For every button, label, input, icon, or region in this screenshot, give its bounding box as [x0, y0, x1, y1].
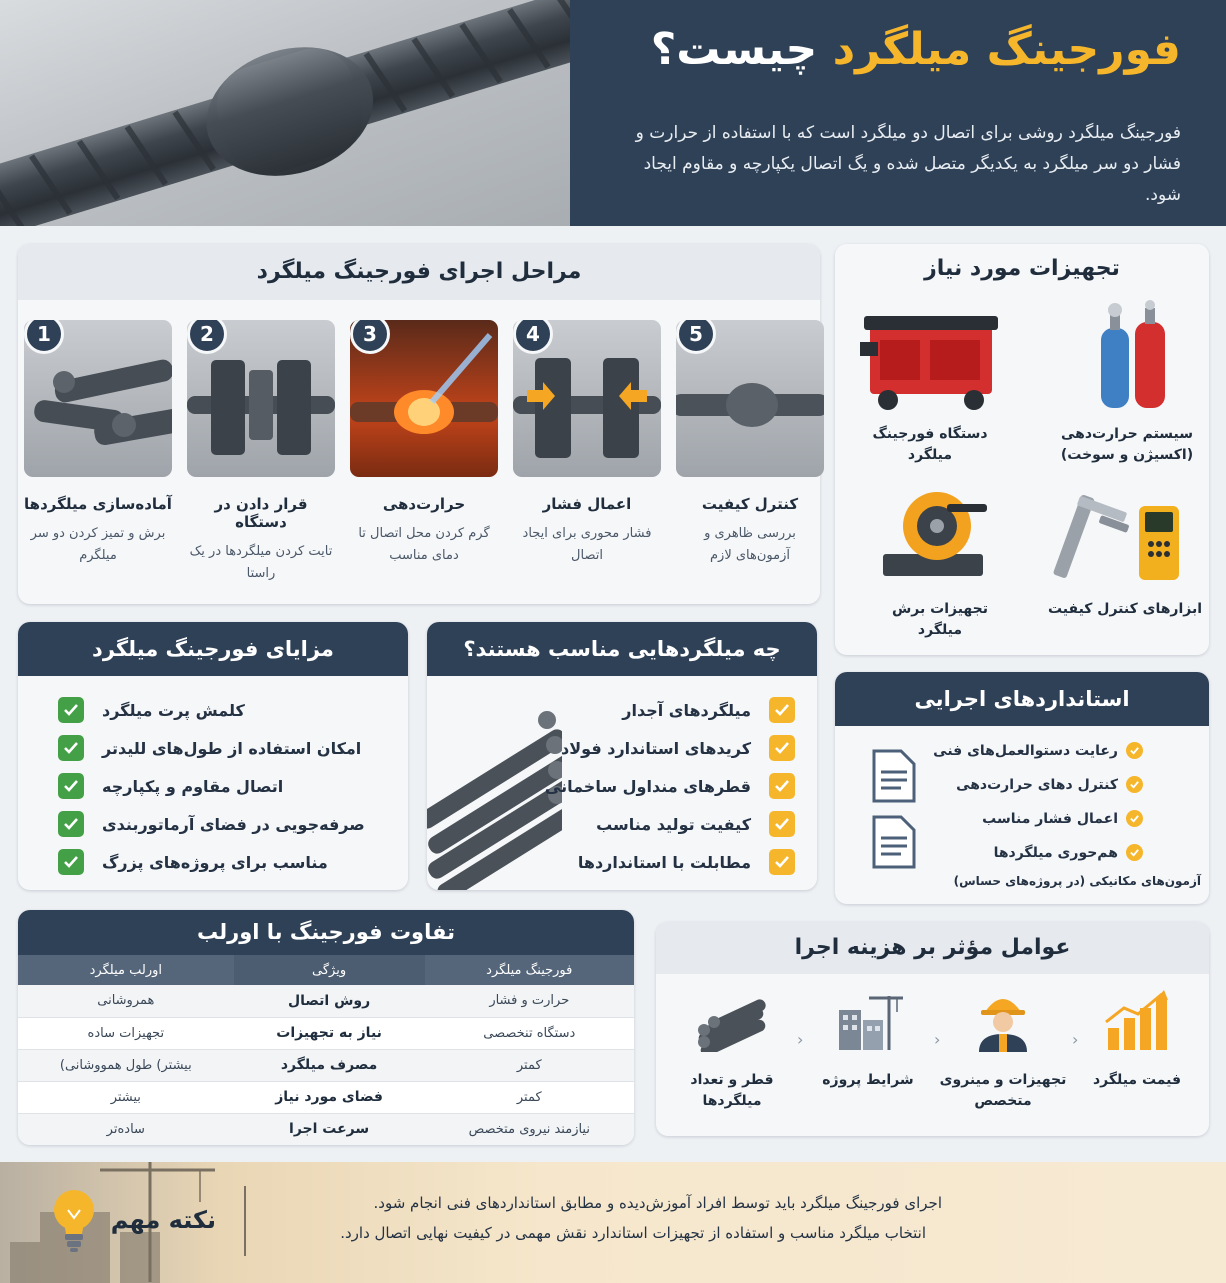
advantage-item-1 — [58, 696, 408, 724]
cost-label: تجهیزات و مینروی متخصص — [939, 1072, 1067, 1109]
step-3-desc: گرم کردن محل اتصال تا دمای مناسب — [358, 526, 490, 563]
step-1-title: آماده‌سازی میلگردها — [24, 495, 172, 513]
suitable-text: قطرهای منداول ساخمانی — [544, 776, 751, 796]
step-3-number: 3 — [350, 320, 390, 354]
advantage-item-5 — [58, 848, 328, 876]
page-title — [651, 24, 1181, 75]
check-icon — [769, 773, 795, 799]
table-row — [18, 985, 634, 1017]
gas-cylinders-icon — [1095, 300, 1175, 414]
note-divider — [244, 1186, 246, 1256]
check-icon — [769, 697, 795, 723]
forging-machine-icon — [860, 306, 1000, 416]
document-icon — [871, 748, 917, 808]
step-3-title: حرارت‌دهی — [382, 495, 466, 513]
table-cell: بیشتر) طول همووشانی) — [18, 1049, 234, 1081]
advantage-item-2 — [58, 734, 361, 762]
standard-item-4 — [994, 844, 1143, 861]
check-icon — [58, 811, 84, 837]
rebar-stack-image — [427, 690, 562, 890]
table-cell: همروشانی — [18, 985, 234, 1017]
table-row — [18, 1049, 634, 1081]
table-cell: نیازمند نیروی متخصص — [425, 1113, 634, 1145]
standard-item-2 — [956, 776, 1143, 793]
step-1-desc: برش و تمیز کردن دو سر میلگرم — [30, 526, 166, 563]
check-icon — [1126, 844, 1143, 861]
suitable-item-5 — [578, 848, 795, 876]
step-2-title: قرار دادن در دستگاه — [214, 495, 308, 531]
table-cell: تجهیزات ساده — [18, 1017, 234, 1049]
page-title-rest: چیست؟ — [650, 24, 818, 75]
chevron-left-icon: ‹ — [934, 1030, 941, 1049]
cost-item-workforce — [938, 990, 1068, 1112]
step-3-image — [350, 320, 498, 477]
cost-item-project — [803, 990, 933, 1091]
advantage-item-4 — [58, 810, 365, 838]
standard-item-3 — [982, 810, 1143, 827]
table-cell: سرعت اجرا — [234, 1113, 425, 1145]
comparison-title: تفاوت فورجینگ با اورلب — [18, 910, 634, 955]
hero-description: فورجینگ میلگرد روشی برای اتصال دو میلگرد است که با استفاده از حرارت و فشار دو سر میلگرد به یکدیگر متصل شده و یگ اتصال یکپارچه و مقاوم ایجاد شود. — [635, 123, 1181, 205]
suitable-title: چه میلگردهایی مناسب هستند؟ — [427, 622, 817, 676]
worker-icon — [938, 990, 1068, 1056]
check-icon — [58, 697, 84, 723]
table-header-cell: فورجینگ میلگرد — [425, 955, 634, 985]
check-icon — [1126, 742, 1143, 759]
suitable-text: مطابلت با استانداردها — [577, 852, 751, 872]
check-icon — [58, 773, 84, 799]
step-4-desc: فشار محوری برای ایجاد اتصال — [522, 526, 652, 563]
standard-text: اعمال فشار مناسب — [982, 810, 1118, 827]
comparison-panel — [18, 910, 634, 1145]
cost-item-rebar — [667, 990, 797, 1112]
standards-panel — [835, 672, 1209, 904]
table-cell: مصرف میلگرد — [234, 1049, 425, 1081]
equipment-label-cutting: تجهیزات برش میلگرد — [891, 601, 989, 638]
hero-info-box — [570, 0, 1226, 226]
table-cell: کمتر — [425, 1081, 634, 1113]
check-icon — [1126, 810, 1143, 827]
standards-footer: آزمون‌های مکانیکی (در پروژه‌های حساس) — [953, 874, 1201, 888]
table-cell: بیشتر — [18, 1081, 234, 1113]
steps-title: مراحل اجرای فورجینگ میلگرد — [18, 244, 820, 300]
comparison-table — [18, 955, 634, 1145]
table-cell: ساده‌تر — [18, 1113, 234, 1145]
table-row — [18, 1081, 634, 1113]
step-2-number: 2 — [187, 320, 227, 354]
hero-rebar-photo — [0, 0, 570, 226]
table-row — [18, 1017, 634, 1049]
standard-text: کنترل دهای حرارت‌دهی — [956, 776, 1118, 793]
suitable-text: میلگردهای آجدار — [622, 700, 751, 720]
step-2-desc: تایت کردن میلگردها در یک راستا — [189, 544, 333, 581]
advantage-text: امکان استفاده از طول‌های للیدتر — [102, 738, 362, 758]
check-icon — [769, 735, 795, 761]
table-cell: کمتر — [425, 1049, 634, 1081]
step-5-image — [676, 320, 824, 477]
advantage-text: مناسب برای پروژه‌های پزرگ — [102, 852, 328, 872]
step-1 — [24, 320, 172, 567]
step-4-number: 4 — [513, 320, 553, 354]
step-4 — [513, 320, 661, 567]
suitable-panel — [427, 622, 817, 890]
rebar-bundle-icon — [667, 990, 797, 1056]
note-line-2: انتخاب میلگرد مناسب و استفاده از تجهیزات استاندارد نقش مهمی در کیفیت نهایی اتصال دارد. — [340, 1224, 926, 1242]
step-2-image — [187, 320, 335, 477]
advantage-item-3 — [58, 772, 283, 800]
equipment-panel — [835, 244, 1209, 655]
cost-label: فیمت میلگرد — [1092, 1072, 1182, 1088]
table-cell: نیاز به تجهیزات — [234, 1017, 425, 1049]
lightbulb-icon — [50, 1188, 98, 1258]
suitable-item-4 — [596, 810, 795, 838]
important-note-banner — [0, 1162, 1226, 1283]
step-5-title: کنترل کیفیت — [701, 495, 799, 513]
step-4-title: اعمال فشار — [542, 495, 632, 513]
advantages-title: مزایای فورجینگ میلگرد — [18, 622, 408, 676]
step-1-image — [24, 320, 172, 477]
equipment-label-machine: دستگاه فورجینگ میلگرد — [872, 426, 988, 463]
table-header-cell: ویژگی — [234, 955, 425, 985]
table-header-row — [18, 955, 634, 985]
check-icon — [58, 735, 84, 761]
caliper-meter-icon — [1047, 484, 1187, 588]
cost-item-price — [1072, 990, 1202, 1091]
equipment-label-heating: سیستم حرارت‌دهی (اکسیژن و سوخت) — [1060, 426, 1194, 463]
table-cell: حرارت و فشار — [425, 985, 634, 1017]
advantage-text: اتصال مقاوم و پکپارچه — [102, 776, 284, 796]
chevron-left-icon: ‹ — [1072, 1030, 1079, 1049]
advantage-text: صرفه‌جویی در فضای آرماتوربندی — [102, 814, 365, 834]
step-3 — [350, 320, 498, 567]
check-icon — [1126, 776, 1143, 793]
table-cell: دستگاه تنخصصی — [425, 1017, 634, 1049]
construction-site-icon — [803, 990, 933, 1056]
suitable-text: کیفیت تولید مناسب — [596, 814, 751, 834]
advantages-panel — [18, 622, 408, 890]
table-row — [18, 1113, 634, 1145]
chevron-left-icon: ‹ — [797, 1030, 804, 1049]
note-line-1: اجرای فورجینگ میلگرد باید توسط افراد آموزش‌دیده و مطابق استانداردهای فنی انجام شود. — [373, 1194, 942, 1212]
cost-label: شرایط پروژه — [822, 1072, 914, 1088]
standard-text: هم‌حوری میلگردها — [993, 844, 1118, 861]
equipment-label-quality: ابزارهای کنترل کیفیت — [1047, 601, 1203, 617]
document-icon — [871, 814, 917, 874]
step-5-desc: بررسی ظاهری و آزمون‌های لازم — [704, 526, 796, 563]
step-5-number: 5 — [676, 320, 716, 354]
step-2 — [187, 320, 335, 585]
standard-item-1 — [933, 742, 1143, 759]
step-4-image — [513, 320, 661, 477]
standard-text: رعایت دستوالعمل‌های فنی — [933, 742, 1118, 759]
page-title-accent: فورجینگ میلگرد — [832, 24, 1181, 75]
table-cell: روش اتصال — [234, 985, 425, 1017]
price-chart-icon — [1072, 990, 1202, 1056]
suitable-text: کریدهای استاندارد فولاد — [561, 738, 751, 758]
advantage-text: کلمش پرت میلگرد — [102, 700, 245, 720]
check-icon — [769, 849, 795, 875]
cutoff-saw-icon — [877, 484, 987, 588]
table-cell: فضای مورد نیاز — [234, 1081, 425, 1113]
step-5 — [676, 320, 824, 567]
step-1-number: 1 — [24, 320, 64, 354]
suitable-item-3 — [545, 772, 795, 800]
note-title: نکته مهم — [110, 1206, 216, 1234]
check-icon — [58, 849, 84, 875]
equipment-title: تجهیزات مورد نیاز — [835, 244, 1209, 294]
standards-title: استانداردهای اجرایی — [835, 672, 1209, 726]
suitable-item-2 — [561, 734, 795, 762]
check-icon — [769, 811, 795, 837]
table-header-cell: اورلب میلگرد — [18, 955, 234, 985]
suitable-item-1 — [622, 696, 795, 724]
cost-label: قطر و تعداد میلگردها — [690, 1072, 774, 1109]
cost-title: عوامل مؤثر بر هزینه اجرا — [656, 922, 1209, 974]
